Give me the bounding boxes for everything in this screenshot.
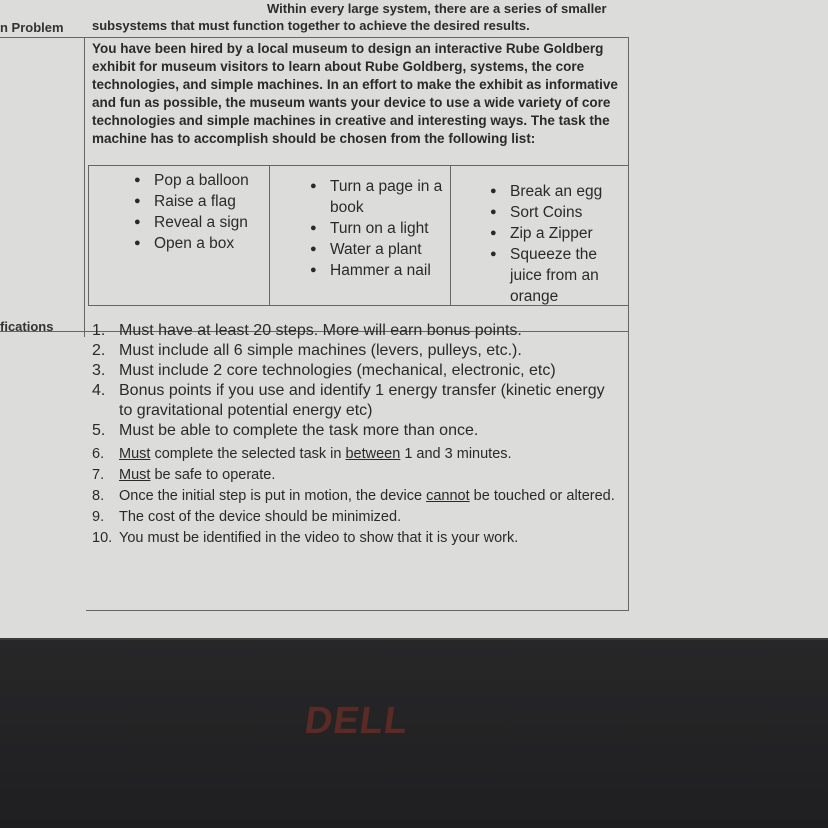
spec-item: 1. Must have at least 20 steps. More will earn bonus points. xyxy=(92,322,522,339)
problem-paragraph: You have been hired by a local museum to design an interactive Rube Goldberg exhibit for museum visitors to learn about Rube Goldberg, systems, the core technologies, and simple machines. In an effort to make the exhibit as informative and fun as possible, the museum wants your device to use a wide variety of core technologies and simple machines in creative and interesting ways. The task the machine has to accomplish should be chosen from the following list: xyxy=(92,41,618,146)
row-divider-top xyxy=(0,37,628,38)
specifications-label: fications xyxy=(0,319,54,334)
spec-item: 7. Must be safe to operate. xyxy=(92,467,276,483)
task-item: ● Raise a flag xyxy=(128,191,268,212)
spec-item: 4. Bonus points if you use and identify 1 energy transfer (kinetic energy to gravitational potential energy etc) xyxy=(92,382,605,419)
task-item: ● Sort Coins xyxy=(484,202,614,223)
specifications-list xyxy=(92,321,622,549)
task-item: ● Water a plant xyxy=(304,239,452,260)
task-item: ● Turn a page in a book xyxy=(304,176,452,218)
task-item: ● Pop a balloon xyxy=(128,170,268,191)
column-divider-label xyxy=(84,37,85,337)
spec-item: 2. Must include all 6 simple machines (levers, pulleys, etc.). xyxy=(92,342,522,359)
task-item: ● Turn on a light xyxy=(304,218,452,239)
spec-item: 9. The cost of the device should be minimized. xyxy=(92,509,402,525)
task-column-1 xyxy=(128,170,268,254)
task-table-left xyxy=(88,165,89,305)
table-bottom-border xyxy=(86,610,629,611)
spec-item: 5. Must be able to complete the task more than once. xyxy=(92,422,479,439)
task-item: ● Break an egg xyxy=(484,181,614,202)
design-problem-label: n Problem xyxy=(0,20,64,35)
spec-item: 3. Must include 2 core technologies (mechanical, electronic, etc) xyxy=(92,362,556,379)
dell-logo: DELL xyxy=(302,700,412,742)
task-item: ● Zip a Zipper xyxy=(484,223,614,244)
task-table-col2 xyxy=(269,165,270,305)
task-item: ● Squeeze the juice from an orange xyxy=(484,244,614,307)
task-item: ● Hammer a nail xyxy=(304,260,452,281)
task-item: ● Open a box xyxy=(128,233,268,254)
task-column-3 xyxy=(484,181,614,307)
intro-line-1: Within every large system, there are a series of smaller xyxy=(267,1,607,16)
task-item: ● Reveal a sign xyxy=(128,212,268,233)
monitor-bezel xyxy=(0,640,828,828)
spec-item: 10. You must be identified in the video to show that it is your work. xyxy=(92,530,519,546)
task-table-top xyxy=(88,165,628,166)
spec-item: 8. Once the initial step is put in motion, the device cannot be touched or altered. xyxy=(92,488,615,504)
task-column-2 xyxy=(304,176,452,281)
intro-line-2: subsystems that must function together to achieve the desired results. xyxy=(92,18,530,33)
spec-item: 6. Must complete the selected task in between 1 and 3 minutes. xyxy=(92,446,512,462)
intro-text xyxy=(92,0,652,34)
